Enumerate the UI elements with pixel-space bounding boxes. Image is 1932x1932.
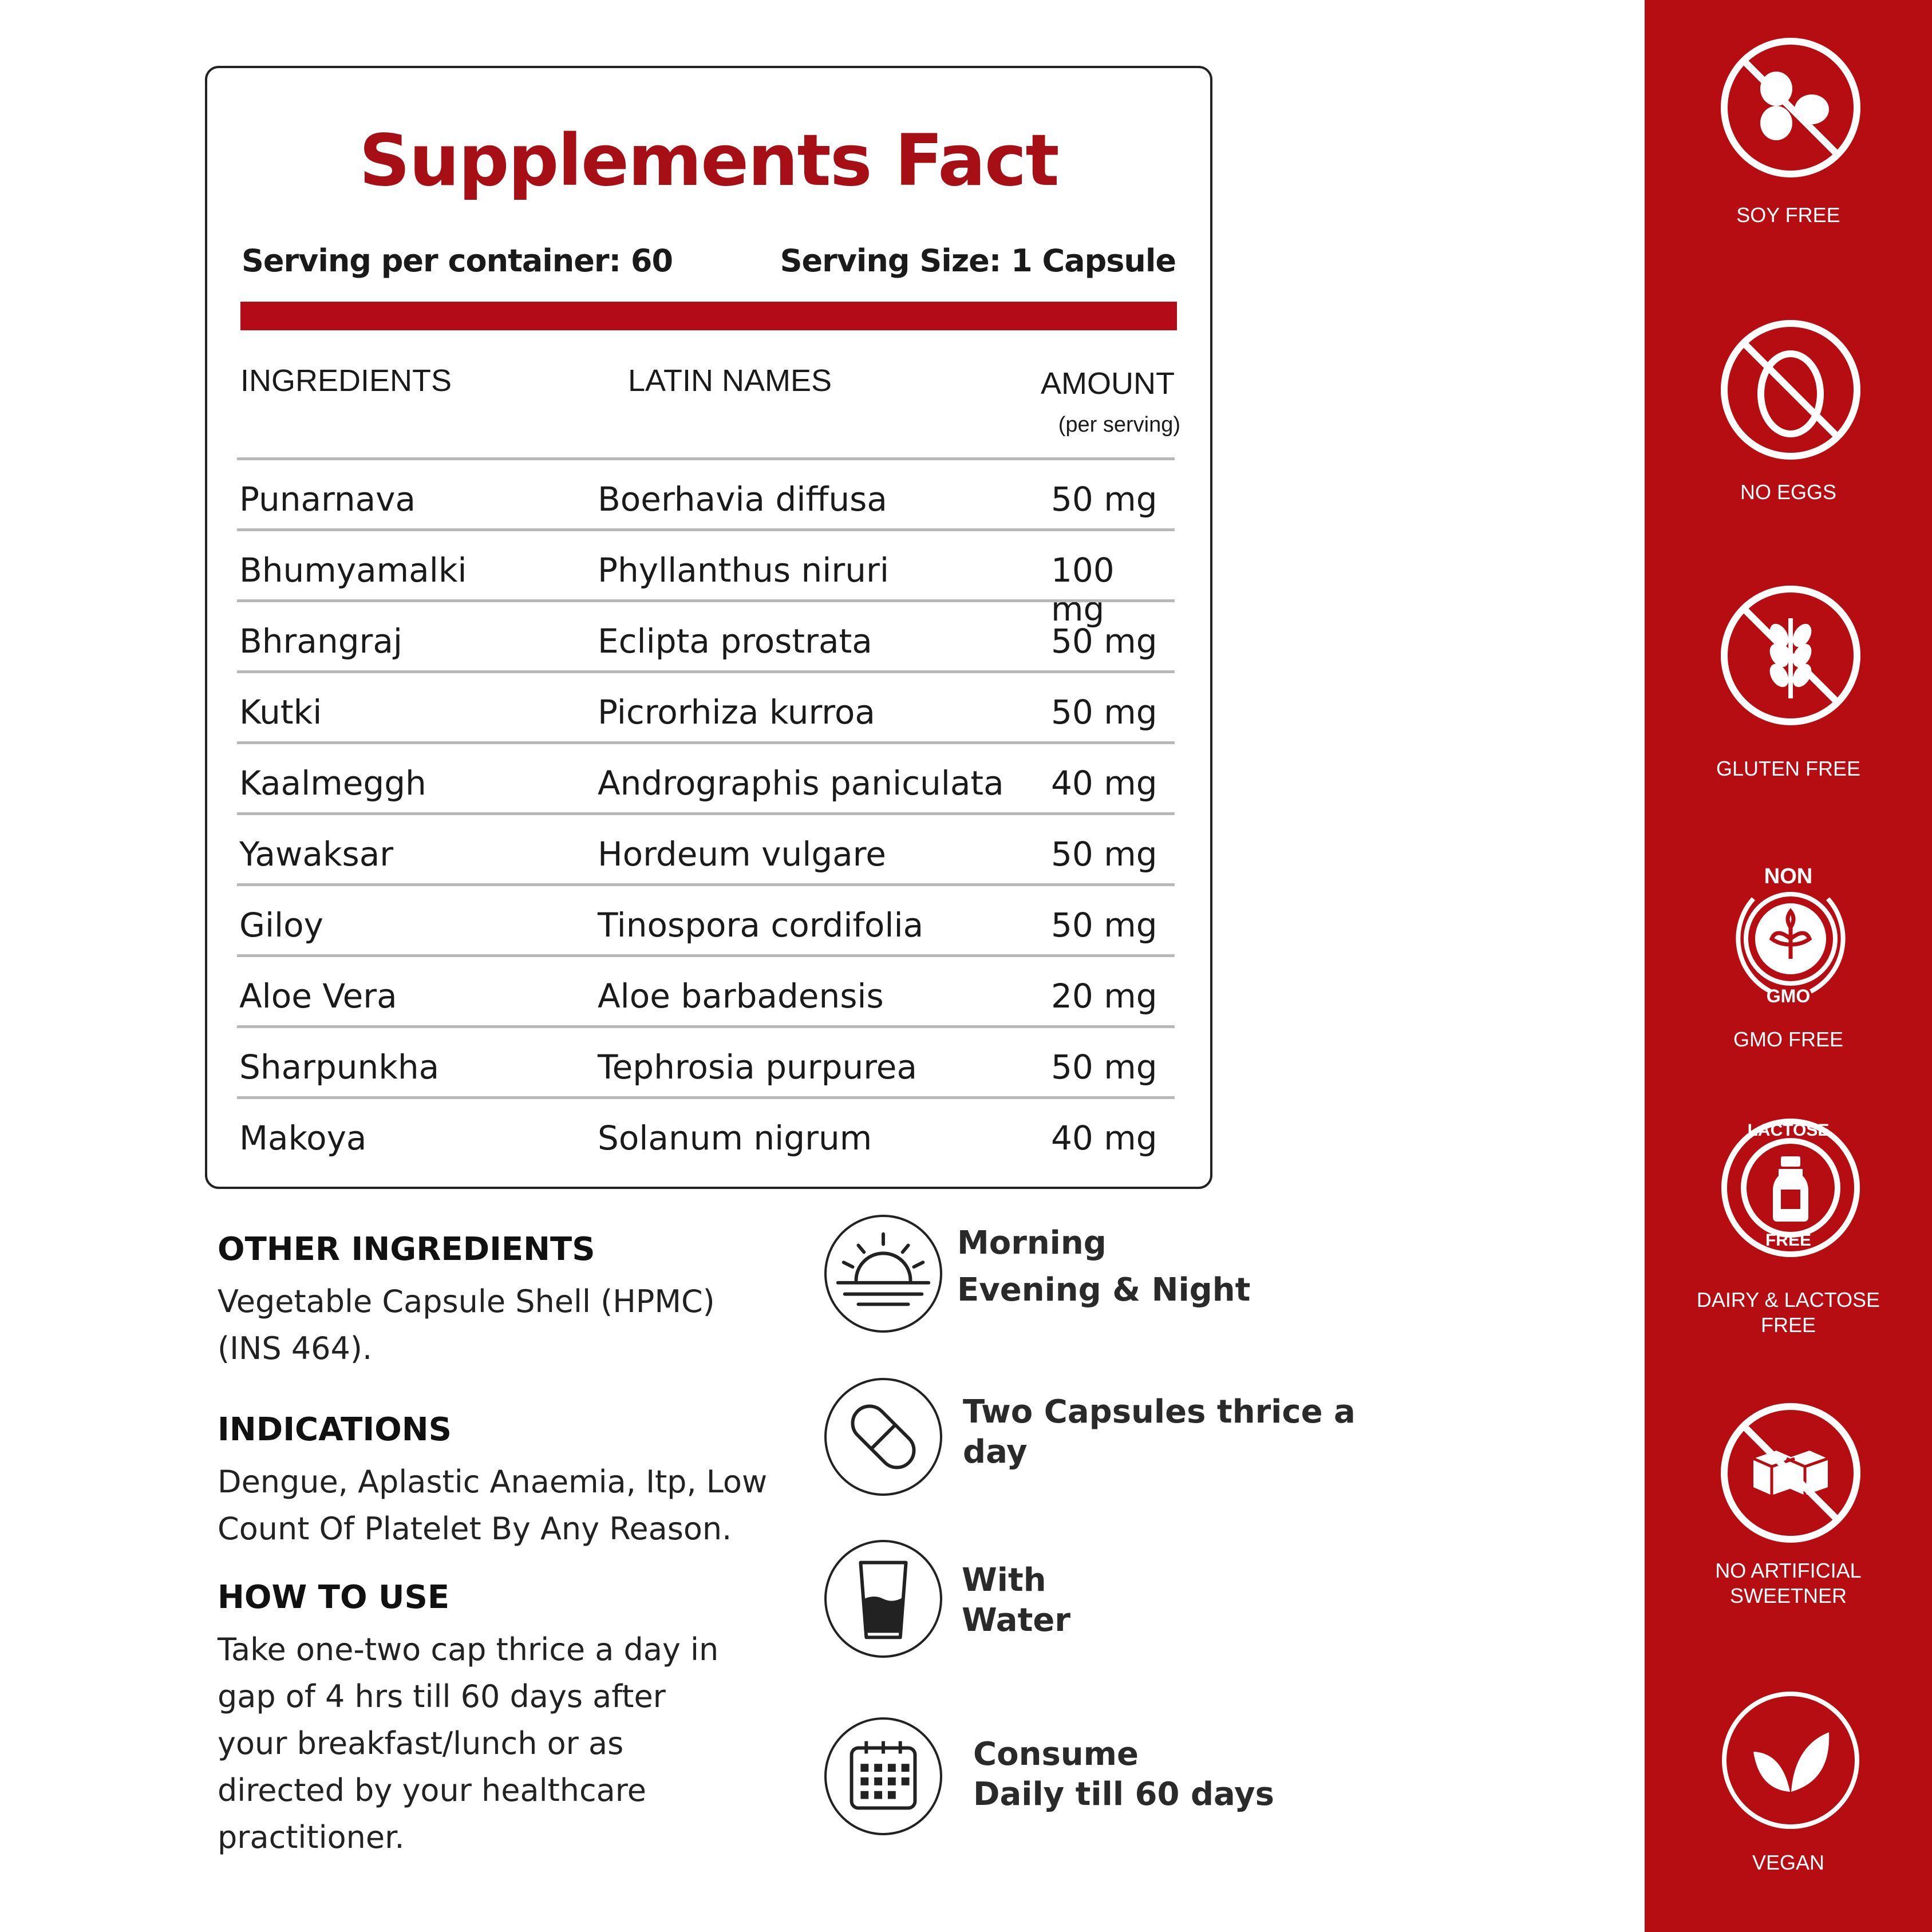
serving-per-container: Serving per container: 60 — [242, 243, 673, 279]
badge-label-line: NO ARTIFICIAL — [1715, 1559, 1862, 1582]
water-glass-icon — [824, 1540, 942, 1658]
badge-label-line: FREE — [1760, 1313, 1816, 1337]
ingredient-name: Bhrangraj — [239, 622, 403, 661]
dosage-line: Morning — [957, 1224, 1107, 1262]
ingredient-name: Punarnava — [239, 480, 416, 519]
how-to-use-section — [218, 1579, 790, 1861]
column-header-latin-names: LATIN NAMES — [628, 364, 832, 398]
table-row — [237, 812, 1175, 883]
dosage-amount-text — [963, 1392, 1364, 1472]
lactose-ring-bottom-text: FREE — [1765, 1231, 1811, 1250]
calendar-icon — [824, 1717, 942, 1835]
non-gmo-bottom-text: GMO — [1766, 986, 1811, 1006]
table-row — [237, 528, 1175, 629]
latin-name: Andrographis paniculata — [598, 764, 1004, 803]
badge-label-line: DAIRY & LACTOSE — [1696, 1288, 1880, 1311]
table-row — [237, 599, 1175, 670]
badge-label — [1645, 1558, 1932, 1609]
amount: 50 mg — [1051, 622, 1157, 661]
latin-name: Boerhavia diffusa — [598, 480, 887, 519]
dosage-line: Two Capsules thrice a — [963, 1393, 1356, 1431]
badge-label: SOY FREE — [1736, 203, 1840, 227]
ingredients-table — [237, 457, 1175, 1167]
column-header-amount-sub: (per serving) — [1058, 413, 1180, 437]
amount: 50 mg — [1051, 1048, 1157, 1086]
table-row — [237, 457, 1175, 528]
ingredient-name: Kutki — [239, 693, 322, 732]
latin-name: Eclipta prostrata — [598, 622, 872, 661]
table-row — [237, 670, 1175, 741]
amount: 40 mg — [1051, 1119, 1157, 1157]
other-ingredients-heading: OTHER INGREDIENTS — [218, 1231, 595, 1268]
latin-name: Phyllanthus niruri — [598, 551, 889, 590]
column-header-amount: AMOUNT — [1041, 366, 1175, 401]
dosage-line: Water — [962, 1602, 1070, 1639]
no-eggs-icon — [1719, 318, 1862, 461]
dosage-line: Evening & Night — [957, 1271, 1251, 1309]
ingredient-name: Bhumyamalki — [239, 551, 467, 590]
dosage-line: day — [963, 1433, 1028, 1471]
badge-label: VEGAN — [1752, 1851, 1825, 1874]
table-row — [237, 1025, 1175, 1096]
badge-label: GLUTEN FREE — [1716, 757, 1861, 780]
badge-label — [1645, 1287, 1932, 1338]
dietary-badges-sidebar — [1645, 0, 1932, 1932]
dosage-line: With — [962, 1562, 1046, 1599]
ingredient-name: Kaalmeggh — [239, 764, 426, 803]
how-to-use-text: Take one-two cap thrice a day in gap of 4 hrs till 60 days after your breakfast/lunch or as directed by your healthcare practitioner. — [218, 1631, 719, 1855]
supplement-facts-panel — [205, 66, 1212, 1189]
latin-name: Hordeum vulgare — [598, 835, 886, 874]
other-ingredients-text: Vegetable Capsule Shell (HPMC) (INS 464). — [218, 1283, 715, 1366]
no-artificial-sweetener-icon — [1719, 1401, 1862, 1544]
latin-name: Solanum nigrum — [598, 1119, 872, 1157]
sunrise-icon — [824, 1215, 942, 1333]
dosage-time-text — [957, 1223, 1358, 1310]
latin-name: Aloe barbadensis — [598, 977, 884, 1016]
table-row — [237, 1096, 1175, 1167]
amount: 50 mg — [1051, 906, 1157, 945]
ingredient-name: Makoya — [239, 1119, 367, 1157]
badge-label-line: SWEETNER — [1729, 1584, 1847, 1607]
ingredient-name: Giloy — [239, 906, 323, 945]
amount: 50 mg — [1051, 835, 1157, 874]
indications-section — [218, 1411, 790, 1552]
serving-size: Serving Size: 1 Capsule — [780, 243, 1176, 279]
indications-text: Dengue, Aplastic Anaemia, Itp, Low Count Of Platelet By Any Reason. — [218, 1464, 768, 1547]
vegan-icon — [1719, 1689, 1862, 1832]
amount: 50 mg — [1051, 480, 1157, 519]
header-divider-bar — [240, 302, 1177, 330]
table-row — [237, 883, 1175, 954]
amount: 100 mg — [1051, 551, 1115, 629]
latin-name: Tephrosia purpurea — [598, 1048, 917, 1086]
amount: 40 mg — [1051, 764, 1157, 803]
dosage-water-text — [962, 1560, 1362, 1641]
dosage-line: Daily till 60 days — [973, 1776, 1274, 1813]
other-ingredients-section — [218, 1231, 790, 1372]
ingredient-name: Yawaksar — [239, 835, 394, 874]
ingredient-name: Sharpunkha — [239, 1048, 440, 1086]
badge-label: NO EGGS — [1740, 480, 1837, 504]
gluten-free-icon — [1719, 584, 1862, 727]
table-row — [237, 954, 1175, 1025]
dosage-duration-text — [973, 1735, 1374, 1815]
lactose-ring-top-text: LACTOSE — [1747, 1121, 1830, 1140]
indications-heading: INDICATIONS — [218, 1411, 452, 1448]
ingredient-name: Aloe Vera — [239, 977, 397, 1016]
latin-name: Tinospora cordifolia — [598, 906, 924, 945]
amount: 20 mg — [1051, 977, 1157, 1016]
badge-label: GMO FREE — [1733, 1028, 1843, 1051]
dosage-line: Consume — [973, 1736, 1139, 1773]
table-row — [237, 741, 1175, 812]
capsule-icon — [824, 1378, 942, 1496]
how-to-use-heading: HOW TO USE — [218, 1579, 450, 1616]
facts-title: Supplements Fact — [359, 120, 1058, 202]
soy-free-icon — [1719, 36, 1862, 179]
latin-name: Picrorhiza kurroa — [598, 693, 875, 732]
column-header-ingredients: INGREDIENTS — [240, 364, 452, 398]
amount: 50 mg — [1051, 693, 1157, 732]
non-gmo-top-text: NON — [1764, 864, 1813, 888]
